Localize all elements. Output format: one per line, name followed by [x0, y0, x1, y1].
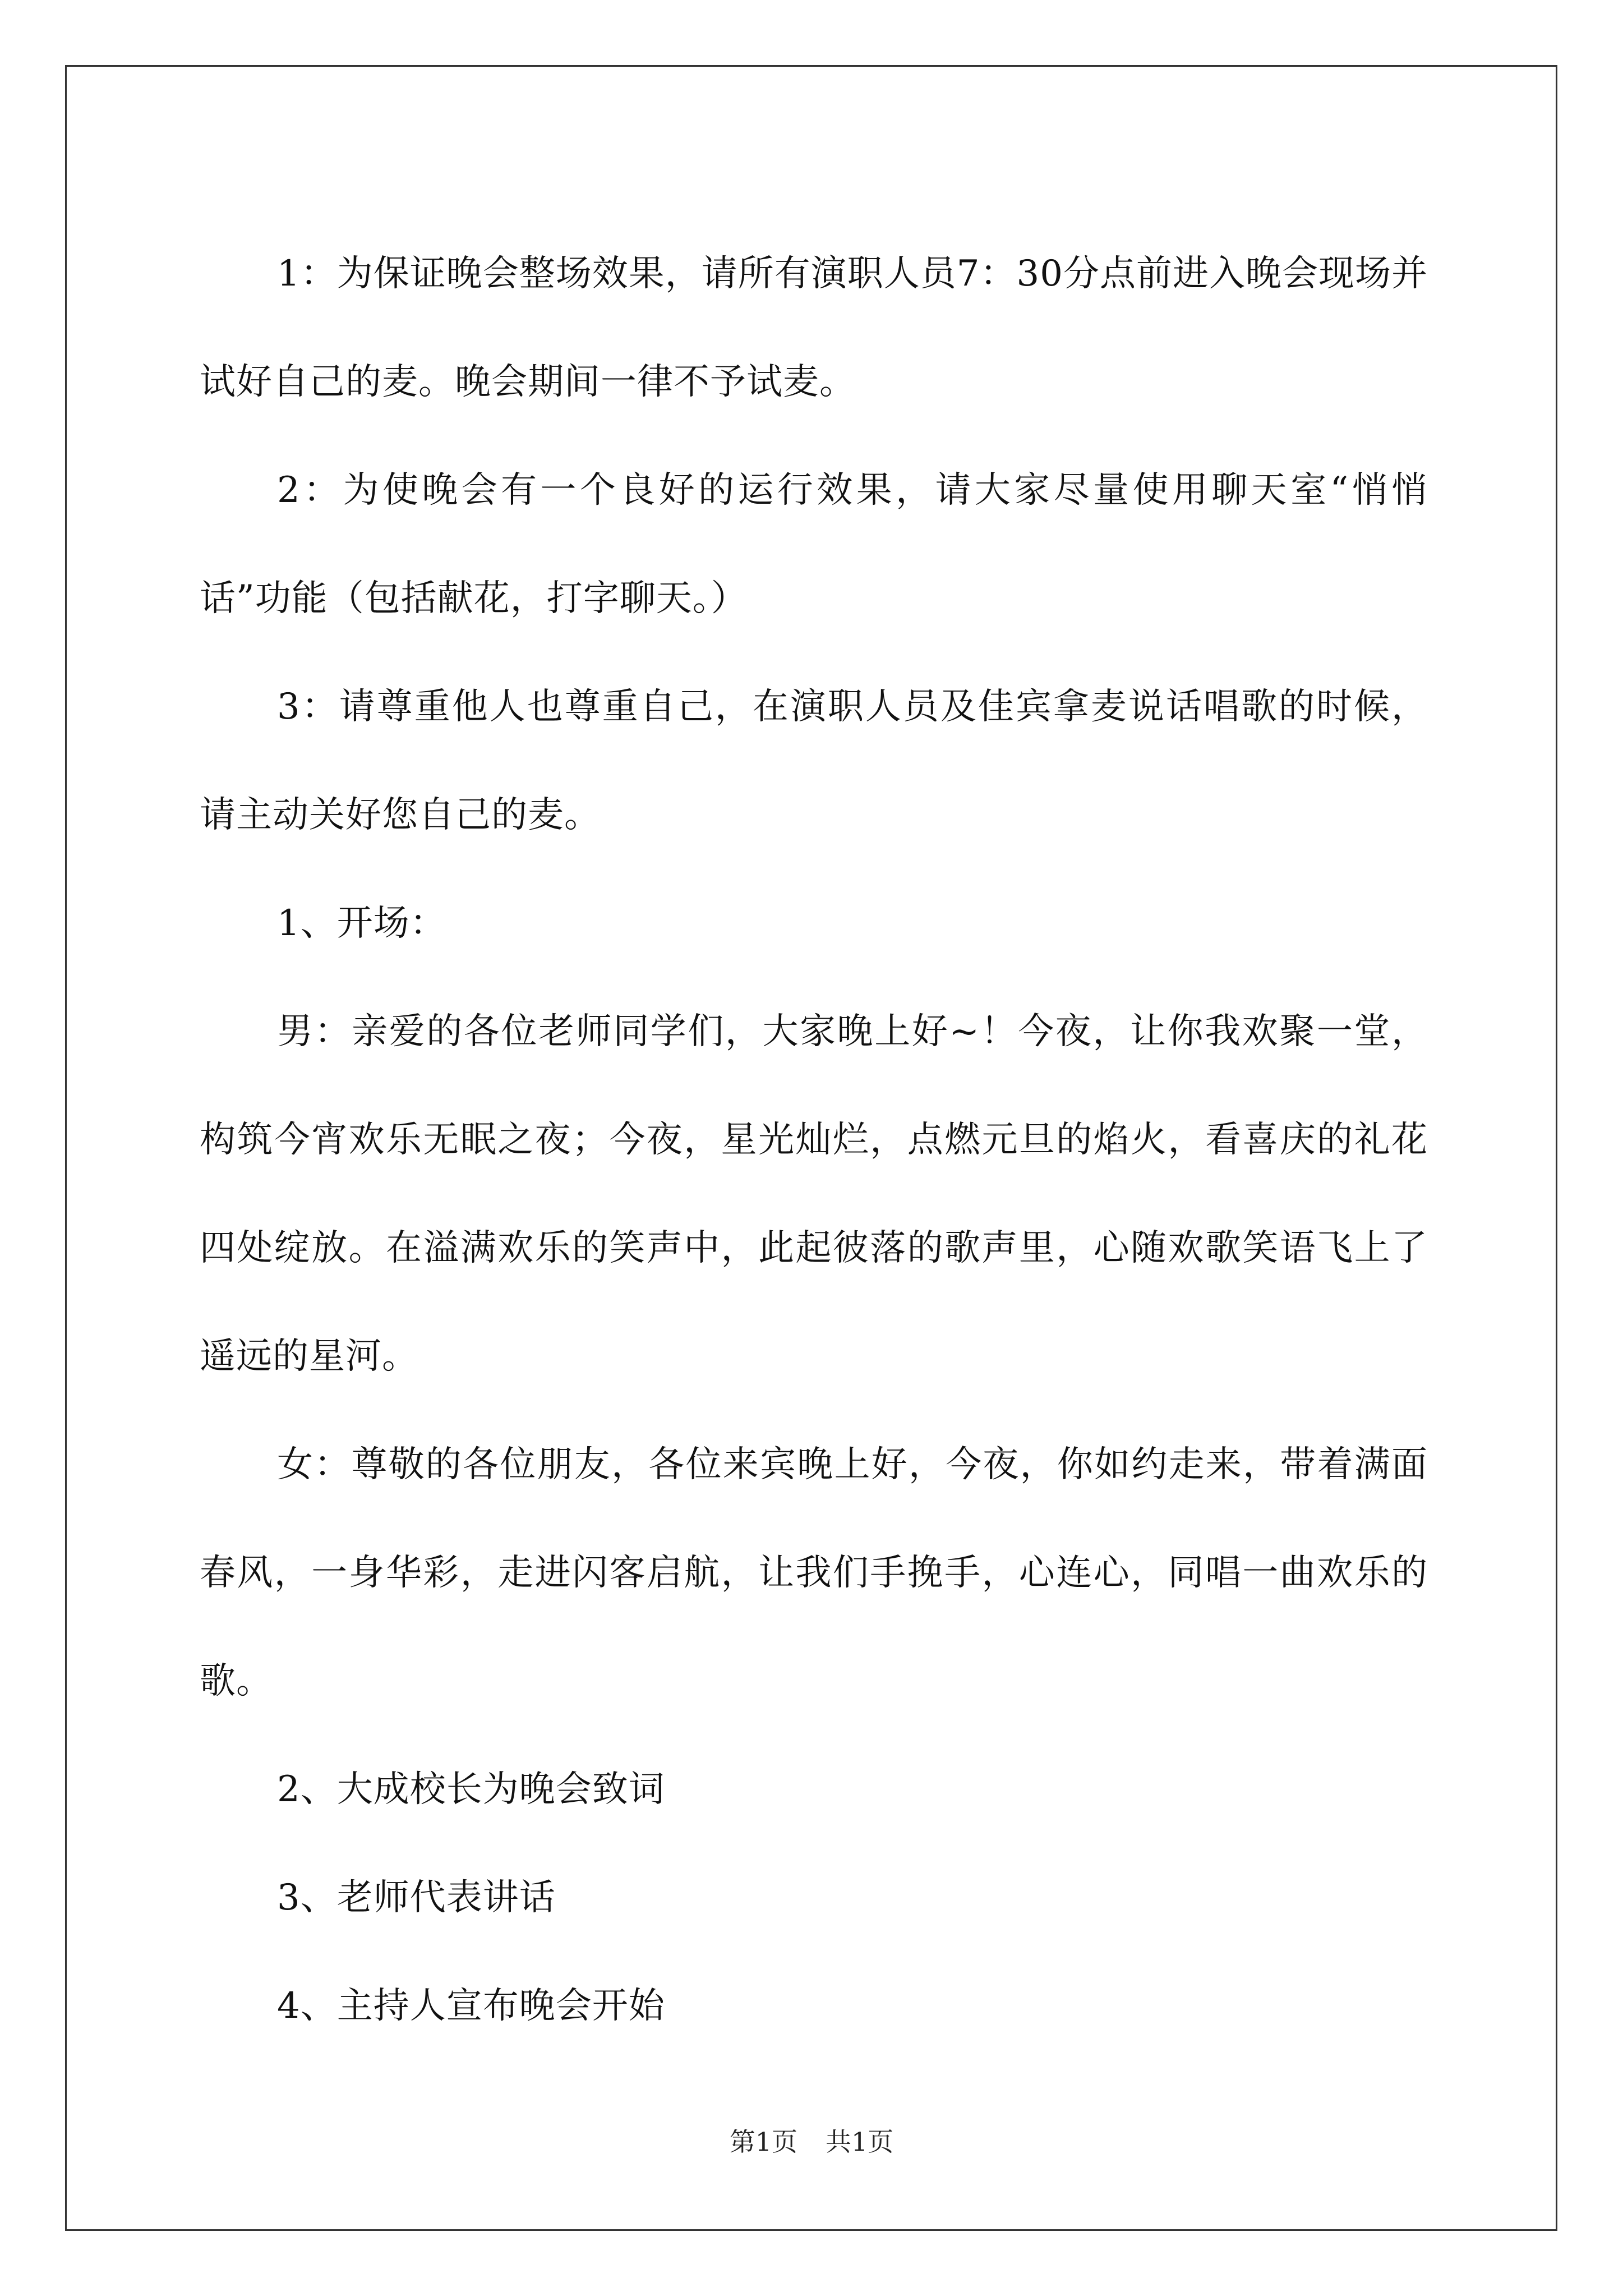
page-number-total: 共1页 [826, 2127, 894, 2157]
paragraph-notice-1: 1：为保证晚会整场效果，请所有演职人员7：30分点前进入晚会现场并试好自己的麦。晚会期间一律不予试麦。 [200, 253, 1428, 403]
paragraph-opening-heading: 1、开场： [277, 903, 446, 944]
paragraph-gala-start: 4、主持人宣布晚会开始 [277, 1985, 665, 2027]
paragraph-teacher-speech: 3、老师代表讲话 [277, 1877, 556, 1918]
page-number-current: 第1页 [729, 2127, 797, 2157]
paragraph-male-host: 男：亲爱的各位老师同学们，大家晚上好~！今夜，让你我欢聚一堂，构筑今宵欢乐无眠之夜；今夜，星光灿烂，点燃元旦的焰火，看喜庆的礼花四处绽放。在溢满欢乐的笑声中，此起彼落的歌声里，心随欢歌笑语飞上了遥远的星河。 [200, 1011, 1428, 1377]
paragraph-notice-3: 3：请尊重他人也尊重自己，在演职人员及佳宾拿麦说话唱歌的时候，请主动关好您自己的麦。 [200, 686, 1428, 836]
document-body [200, 220, 1428, 2060]
page-footer [0, 2125, 1623, 2159]
paragraph-notice-2: 2：为使晚会有一个良好的运行效果，请大家尽量使用聊天室“悄悄话”功能（包括献花，打字聊天。） [200, 470, 1428, 619]
paragraph-principal-speech: 2、大成校长为晚会致词 [277, 1769, 665, 1810]
paragraph-female-host: 女：尊敬的各位朋友，各位来宾晚上好，今夜，你如约走来，带着满面春风，一身华彩，走进闪客启航，让我们手挽手，心连心，同唱一曲欢乐的歌。 [200, 1444, 1428, 1702]
